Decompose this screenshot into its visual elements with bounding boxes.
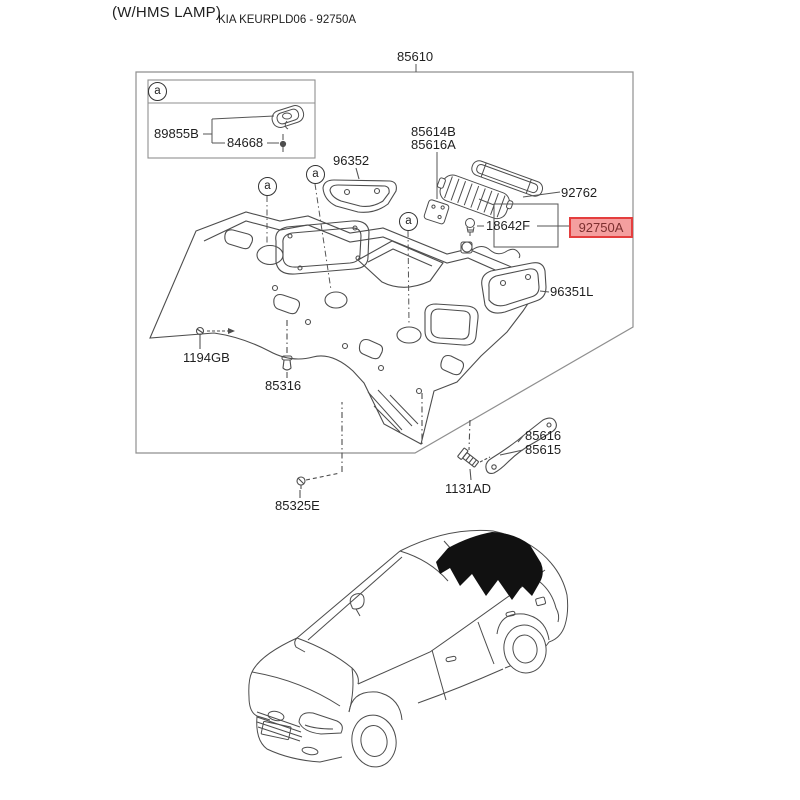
- part-label-84668[interactable]: 84668: [227, 135, 264, 150]
- speaker-grille-96352-drawing: [323, 168, 396, 212]
- rear-shelf-highlight-fill: [436, 532, 543, 600]
- vehicle-illustration: [249, 530, 568, 770]
- part-label-85616A[interactable]: 85616A: [411, 137, 456, 152]
- part-label-89855B[interactable]: 89855B: [154, 126, 199, 141]
- legend-screw-drawing: [280, 134, 285, 152]
- part-label-96351L[interactable]: 96351L: [550, 284, 594, 299]
- screw-85325E-drawing: [297, 402, 342, 498]
- bolt-1131AD-drawing: [422, 393, 490, 480]
- part-label-18642F[interactable]: 18642F: [486, 218, 531, 233]
- part-label-85610[interactable]: 85610: [397, 49, 434, 64]
- part-label-85616[interactable]: 85616: [525, 428, 562, 443]
- page-title: (W/HMS LAMP): [112, 4, 222, 21]
- visor-hook-part-drawing: [270, 103, 306, 129]
- part-label-92750A-selected[interactable]: 92750A: [569, 217, 633, 238]
- part-label-85615[interactable]: 85615: [525, 442, 562, 457]
- part-label-1194GB[interactable]: 1194GB: [183, 350, 230, 365]
- part-label-85316[interactable]: 85316: [265, 378, 302, 393]
- part-label-92762[interactable]: 92762: [561, 185, 598, 200]
- part-label-85614B[interactable]: 85614B: [411, 124, 456, 139]
- callout-marker-a: a: [306, 165, 325, 184]
- part-label-96352[interactable]: 96352: [333, 153, 370, 168]
- bulb-18642F-drawing: [466, 219, 485, 237]
- part-label-85325E[interactable]: 85325E: [275, 498, 320, 513]
- part-label-1131AD[interactable]: 1131AD: [445, 481, 492, 496]
- catalog-code: KIA KEURPLD06 - 92750A: [218, 14, 357, 26]
- legend-callout-marker-a: a: [148, 82, 167, 101]
- callout-marker-a: a: [399, 212, 418, 231]
- callout-marker-a: a: [258, 177, 277, 196]
